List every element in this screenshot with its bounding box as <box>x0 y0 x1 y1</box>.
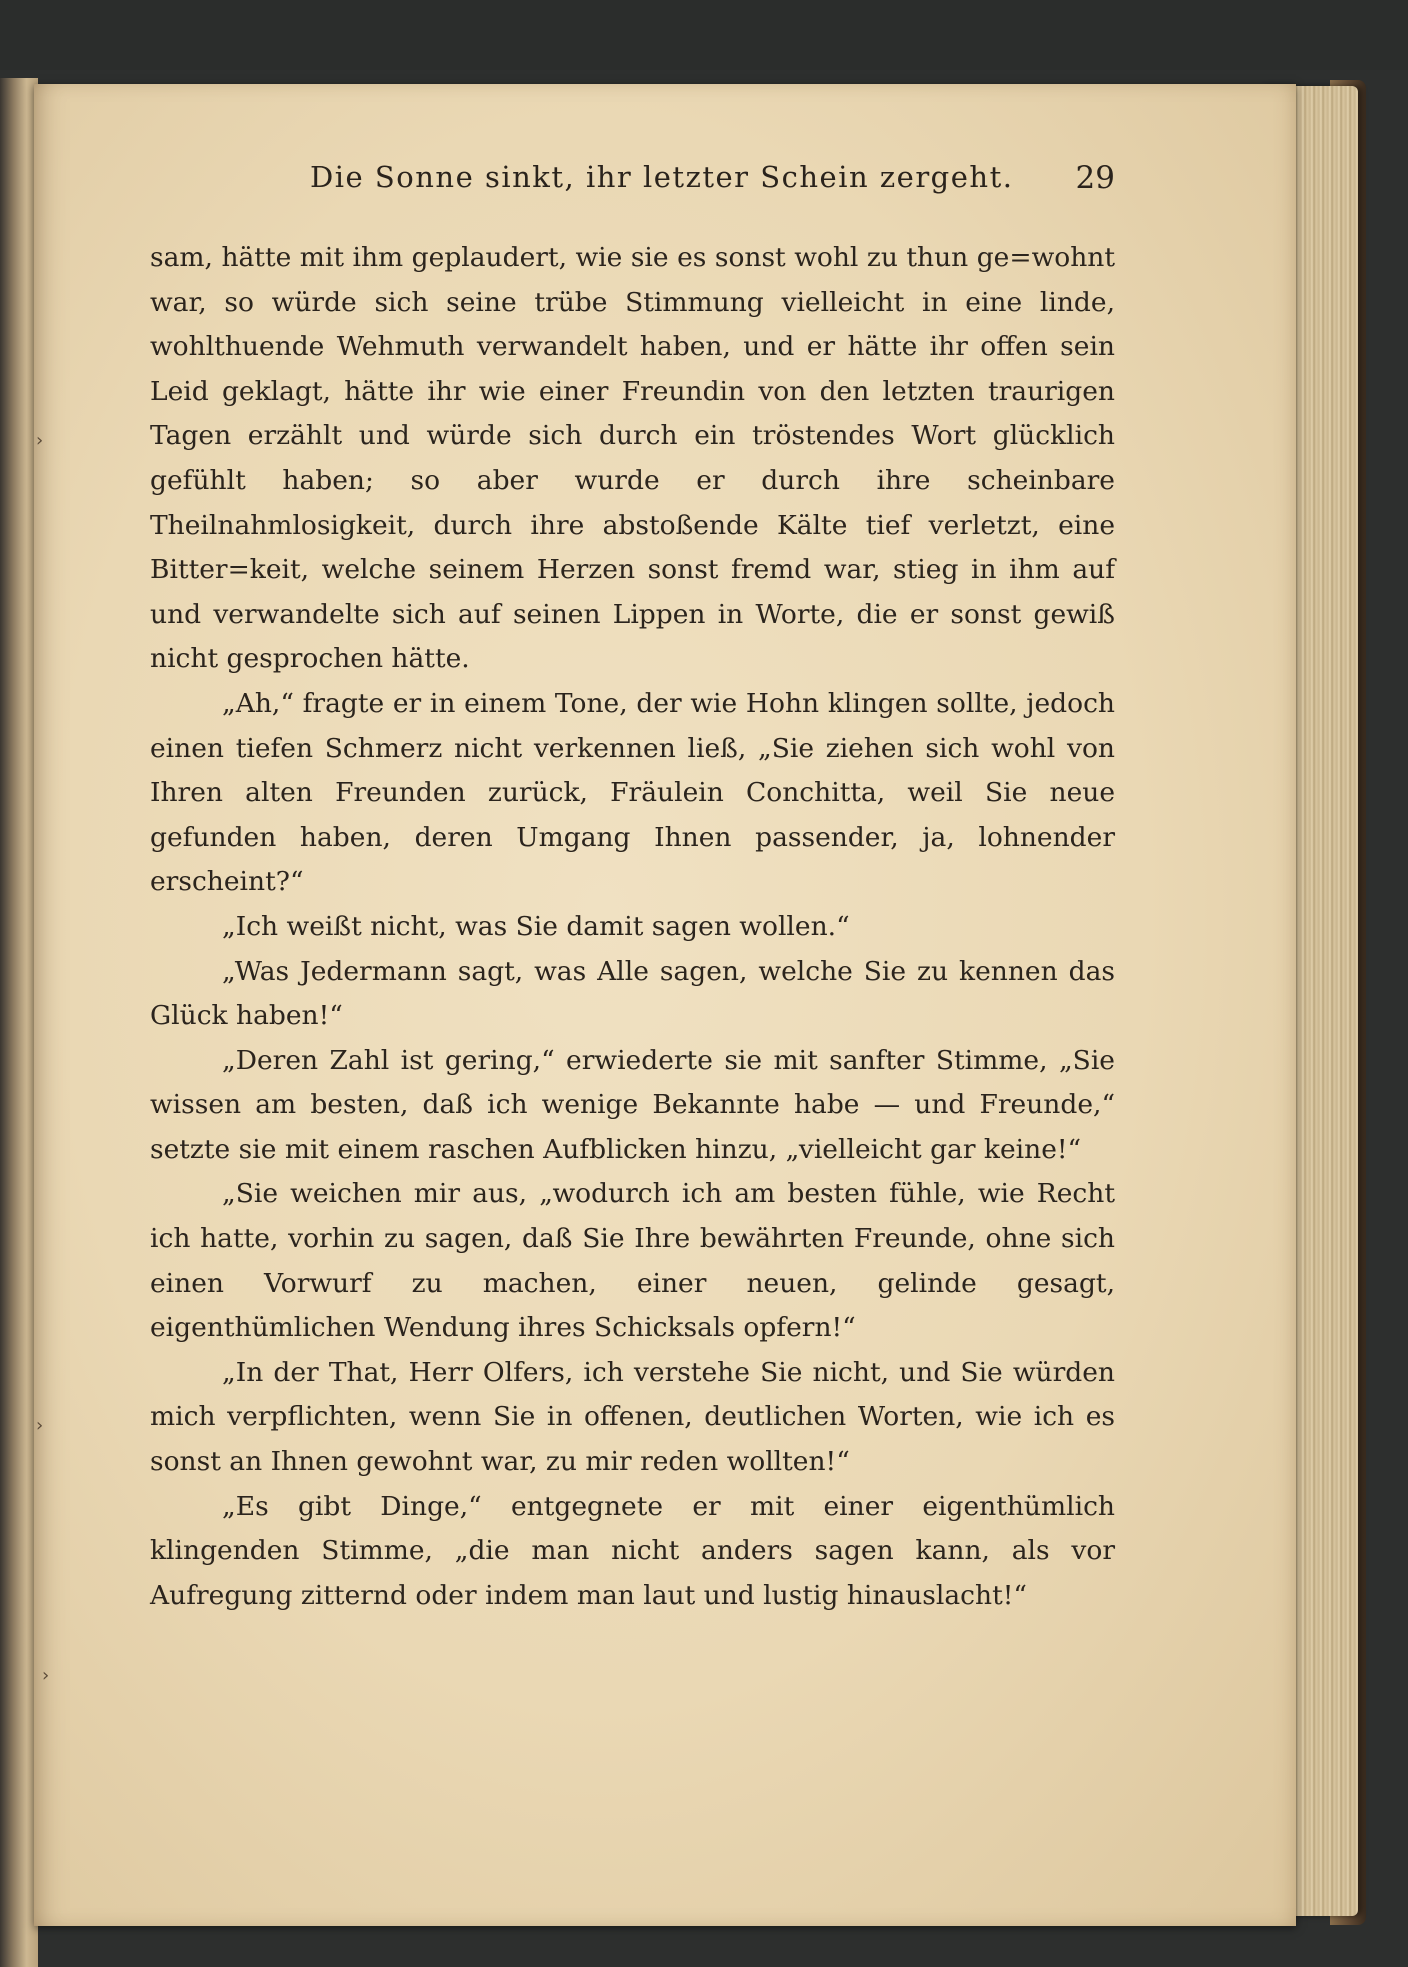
paragraph: „Sie weichen mir aus, „wodurch ich am besten fühle, wie Recht ich hatte, vorhin zu sagen, daß Sie Ihre bewährten Freunde, ohne sich einen Vorwurf zu machen, einer neuen, gelinde gesagt, eigenthümlichen Wendung ihres Schicksals opfern!“ <box>150 1178 1115 1344</box>
paragraph-continued: sam, hätte mit ihm geplaudert, wie sie es sonst wohl zu thun ge=wohnt war, so würde sich seine trübe Stimmung vielleicht in eine linde, wohlthuende Wehmuth verwandelt haben, und er hätte ihr offen sein Leid geklagt, hätte ihr wie einer Freundin von den letzten traurigen Tagen erzählt und würde sich durch ein tröstendes Wort glücklich gefühlt haben; so aber wurde er durch ihre scheinbare Theilnahmlosigkeit, durch ihre abstoßende Kälte tief verletzt, eine Bitter=keit, welche seinem Herzen sonst fremd war, stieg in ihm auf und verwandelte sich auf seinen Lippen in Worte, die er sonst gewiß nicht gesprochen hätte. <box>150 242 1115 675</box>
paragraph: „Ah,“ fragte er in einem Tone, der wie Hohn klingen sollte, jedoch einen tiefen Schmerz nicht verkennen ließ, „Sie ziehen sich wohl von Ihren alten Freunden zurück, Fräulein Conchitta, weil Sie neue gefunden haben, deren Umgang Ihnen passender, ja, lohnender erscheint?“ <box>150 687 1115 898</box>
running-head: Die Sonne sinkt, ihr letzter Schein zergeht. <box>310 160 1014 194</box>
facing-page-edge <box>0 78 38 1967</box>
paragraph: „Was Jedermann sagt, was Alle sagen, welche Sie zu kennen das Glück haben!“ <box>150 955 1115 1032</box>
margin-mark: › <box>42 1665 50 1686</box>
page-number: 29 <box>1075 160 1115 196</box>
paragraph: „Deren Zahl ist gering,“ erwiederte sie mit sanfter Stimme, „Sie wissen am besten, daß ich wenige Bekannte habe — und Freunde,“ setzte sie mit einem raschen Aufblicken hinzu, „vielleicht gar keine!“ <box>150 1044 1115 1165</box>
paragraph: „Ich weißt nicht, was Sie damit sagen wollen.“ <box>222 910 850 942</box>
margin-mark: › <box>36 430 44 451</box>
scan-background <box>0 0 1408 70</box>
paragraph: „Es gibt Dinge,“ entgegnete er mit einer eigenthümlich klingenden Stimme, „die man nicht anders sagen kann, als vor Aufregung zitternd oder indem man laut und lustig hinauslacht!“ <box>150 1490 1115 1611</box>
paragraph: „In der That, Herr Olfers, ich verstehe Sie nicht, und Sie würden mich verpflichten, wenn Sie in offenen, deutlichen Worten, wie ich es sonst an Ihnen gewohnt war, zu mir reden wollten!“ <box>150 1356 1115 1478</box>
page-body-text <box>150 236 1115 1618</box>
page-header <box>150 158 1115 202</box>
margin-mark: › <box>36 1415 44 1436</box>
